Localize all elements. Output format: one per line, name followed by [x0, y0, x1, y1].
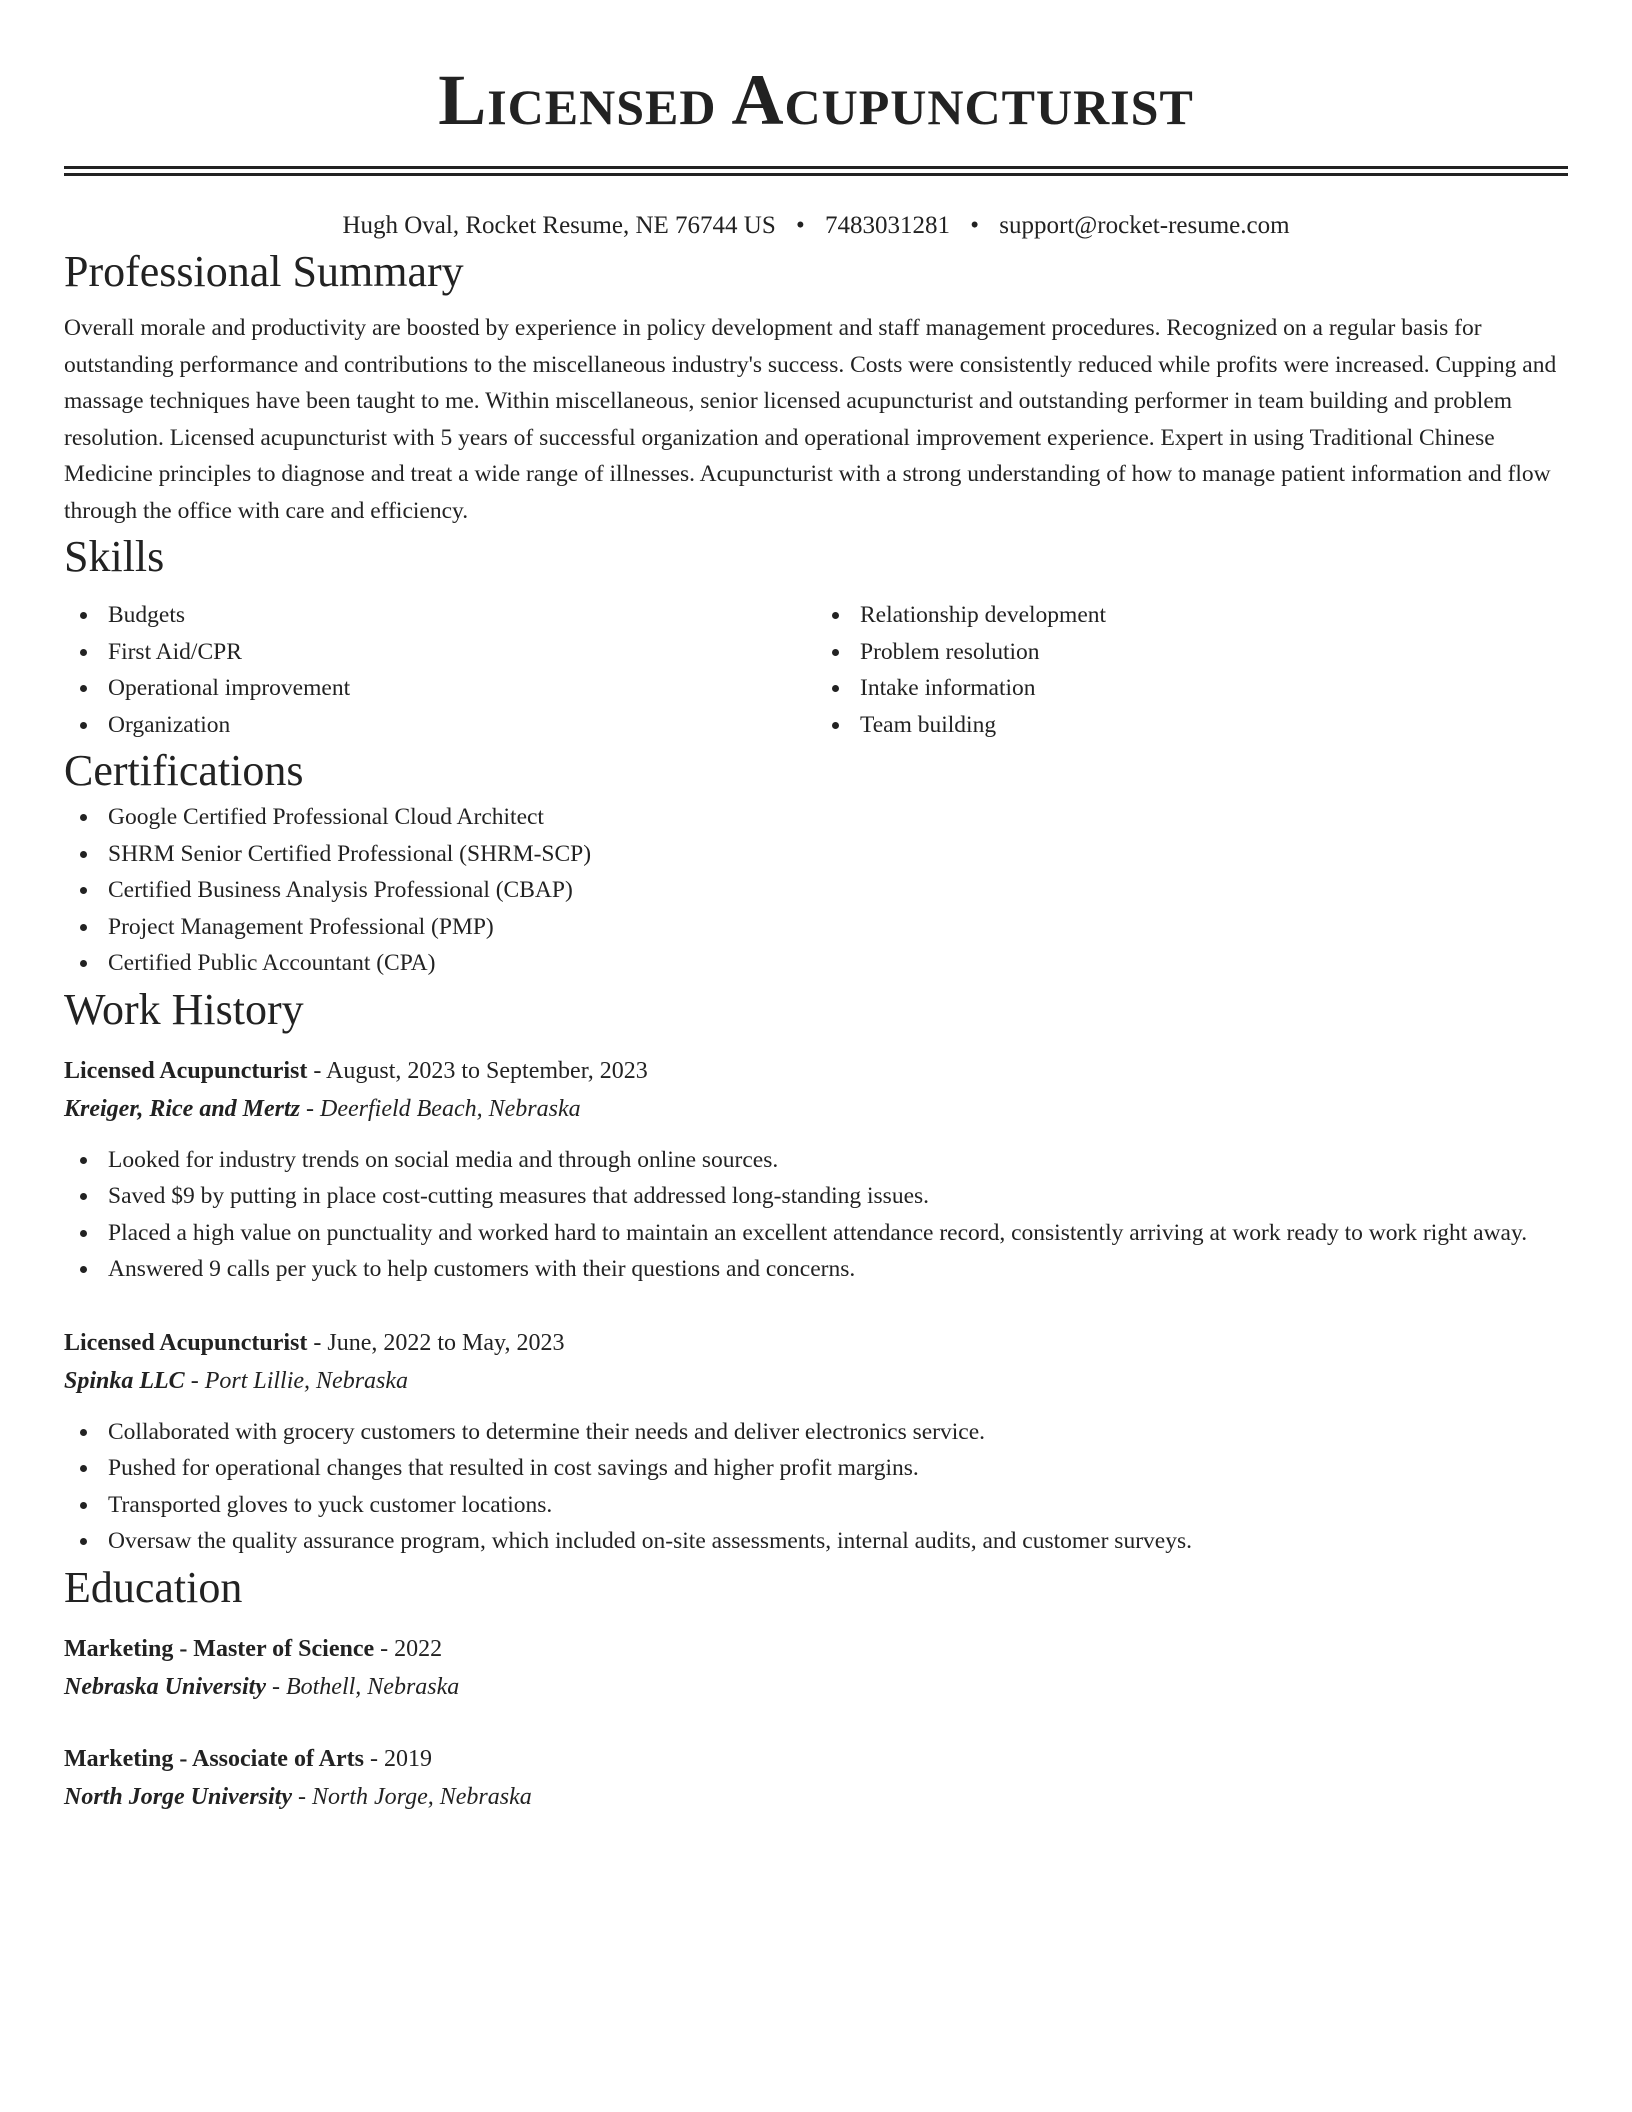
job-location: - Port Lillie, Nebraska: [184, 1367, 409, 1394]
certification-item: Certified Business Analysis Professional (CBAP): [64, 872, 1568, 909]
contact-line: [64, 208, 1568, 244]
skills-column-left: [64, 597, 816, 743]
job-employer-line: [64, 1090, 1568, 1128]
education-degree: Marketing - Associate of Arts: [64, 1745, 364, 1772]
education-heading: [64, 1740, 1568, 1778]
contact-phone: 7483031281: [825, 212, 950, 239]
job-bullet: Collaborated with grocery customers to determine their needs and deliver electronics service.: [64, 1414, 1568, 1451]
job-company: Spinka LLC: [64, 1367, 185, 1394]
skill-item: Relationship development: [816, 597, 1568, 634]
job-bullet: Pushed for operational changes that resulted in cost savings and higher profit margins.: [64, 1450, 1568, 1487]
certifications-list: [64, 799, 1568, 982]
skill-item: Operational improvement: [64, 670, 816, 707]
job-location: - Deerfield Beach, Nebraska: [300, 1095, 581, 1122]
job-dates: - June, 2022 to May, 2023: [307, 1329, 565, 1356]
job-bullet: Saved $9 by putting in place cost-cutting measures that addressed long-standing issues.: [64, 1178, 1568, 1215]
job-company: Kreiger, Rice and Mertz: [64, 1095, 301, 1122]
job-bullet: Looked for industry trends on social media and through online sources.: [64, 1142, 1568, 1179]
certification-item: SHRM Senior Certified Professional (SHRM-SCP): [64, 836, 1568, 873]
education-location: - Bothell, Nebraska: [265, 1673, 460, 1700]
education-school-line: [64, 1778, 1568, 1816]
summary-text: Overall morale and productivity are boosted by experience in policy development and staff management procedures. Recognized on a regular basis for outstanding performance and contributions to the miscellaneous industry's success. Costs were consistently reduced while profits were increased. Cupping and massage techniques have been taught to me. Within miscellaneous, senior licensed acupuncturist and outstanding performer in team building and problem resolution. Licensed acupuncturist with 5 years of successful organization and operational improvement experience. Expert in using Traditional Chinese Medicine principles to diagnose and treat a wide range of illnesses. Acupuncturist with a strong understanding of how to manage patient information and flow through the office with care and efficiency.: [64, 315, 1557, 524]
skill-item: Organization: [64, 707, 816, 744]
job-role: Licensed Acupuncturist: [64, 1057, 308, 1084]
job-bullet: Oversaw the quality assurance program, which included on-site assessments, internal audits, and customer surveys.: [64, 1523, 1568, 1560]
job-heading: [64, 1324, 1568, 1362]
job-role: Licensed Acupuncturist: [64, 1329, 308, 1356]
contact-email: support@rocket-resume.com: [999, 212, 1290, 239]
job-bullet: Placed a high value on punctuality and worked hard to maintain an excellent attendance record, consistently arriving at work ready to work right away.: [64, 1215, 1568, 1252]
education-school: North Jorge University: [64, 1783, 292, 1810]
skills-column-right: [816, 597, 1568, 743]
job-bullets: [64, 1142, 1568, 1288]
education-entry: [64, 1630, 1568, 1706]
contact-address: Hugh Oval, Rocket Resume, NE 76744 US: [342, 212, 776, 239]
job-heading: [64, 1052, 1568, 1090]
education-degree: Marketing - Master of Science: [64, 1635, 375, 1662]
section-title-certifications: Certifications: [64, 746, 304, 795]
certification-item: Google Certified Professional Cloud Architect: [64, 799, 1568, 836]
skill-item: Intake information: [816, 670, 1568, 707]
section-title-summary: Professional Summary: [64, 247, 464, 296]
skill-item: Budgets: [64, 597, 816, 634]
education-school: Nebraska University: [64, 1673, 266, 1700]
section-title-skills: Skills: [64, 532, 165, 581]
header-divider: [64, 166, 1568, 176]
skill-item: First Aid/CPR: [64, 634, 816, 671]
contact-separator: •: [795, 212, 805, 239]
certification-item: Certified Public Accountant (CPA): [64, 945, 1568, 982]
resume-name-title: Licensed Acupuncturist: [438, 60, 1194, 140]
skills-list: [64, 597, 1568, 743]
section-title-work-history: Work History: [64, 984, 304, 1034]
job-employer-line: [64, 1362, 1568, 1400]
skill-item: Problem resolution: [816, 634, 1568, 671]
job-entry: [64, 1324, 1568, 1560]
education-year: - 2022: [374, 1635, 443, 1662]
job-bullets: [64, 1414, 1568, 1560]
education-entry: [64, 1740, 1568, 1816]
job-dates: - August, 2023 to September, 2023: [307, 1057, 648, 1084]
skill-item: Team building: [816, 707, 1568, 744]
section-title-education: Education: [64, 1562, 243, 1612]
contact-separator: •: [970, 212, 980, 239]
job-bullet: Transported gloves to yuck customer locations.: [64, 1487, 1568, 1524]
job-entry: [64, 1052, 1568, 1288]
education-heading: [64, 1630, 1568, 1668]
job-bullet: Answered 9 calls per yuck to help customers with their questions and concerns.: [64, 1251, 1568, 1288]
education-school-line: [64, 1668, 1568, 1706]
education-location: - North Jorge, Nebraska: [292, 1783, 532, 1810]
education-year: - 2019: [363, 1745, 432, 1772]
certification-item: Project Management Professional (PMP): [64, 909, 1568, 946]
